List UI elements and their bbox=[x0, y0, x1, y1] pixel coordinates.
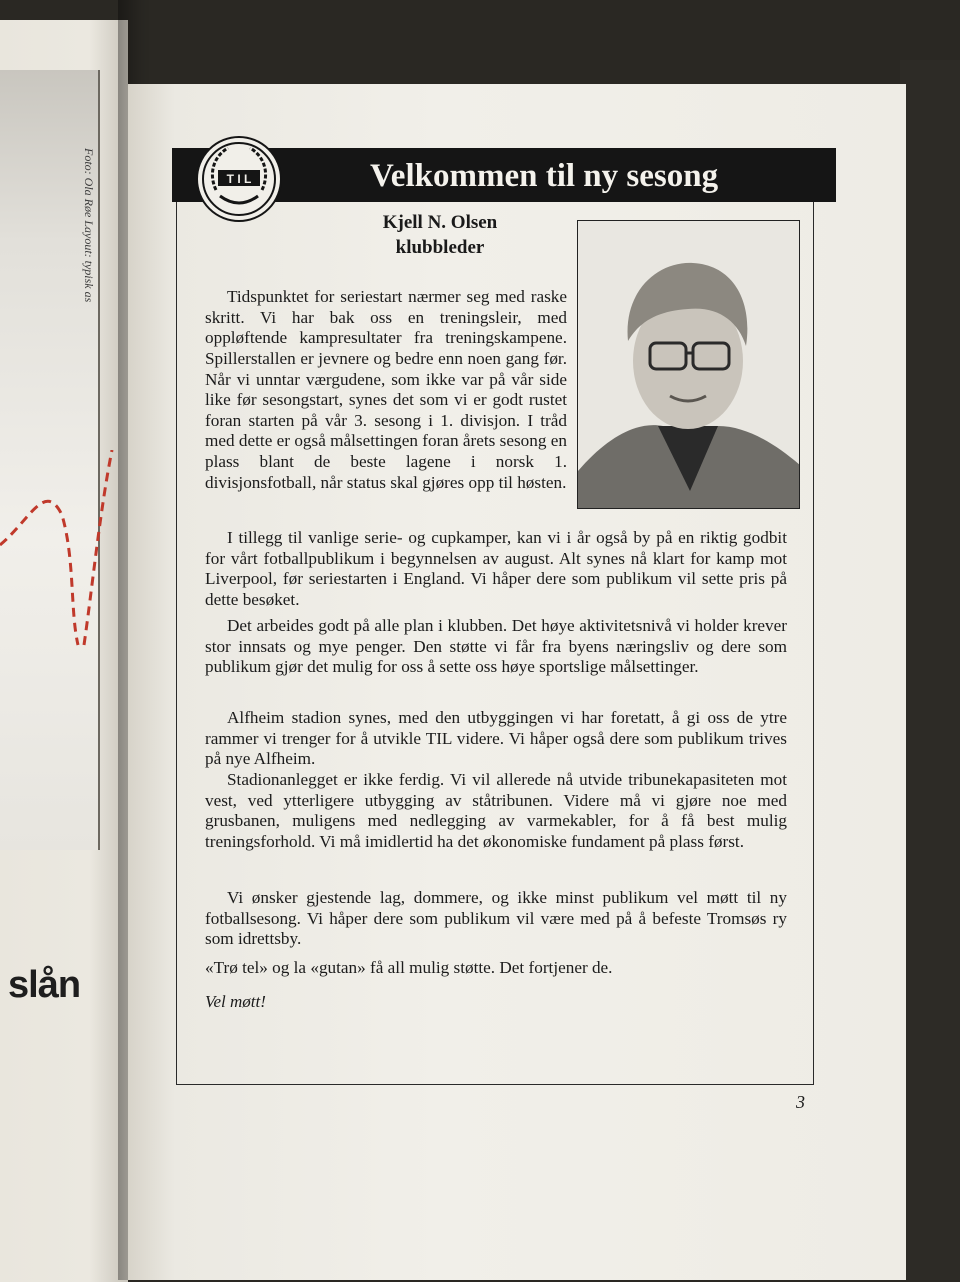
article-title: Velkommen til ny sesong bbox=[370, 158, 719, 194]
left-page bbox=[0, 20, 128, 1282]
paragraph-5: Stadionanlegget er ikke ferdig. Vi vil allerede nå utvide tribunekapasiteten mot vest, ved ytterligere utbygging av ståtribunen. Videre må vi gjøre noe med grusbanen, muligens med nedlegging av varmekabler, for å få best mulig treningsforhold. Vi må imidlertid ha det økonomiske fundament på plass først. bbox=[205, 770, 787, 851]
photo-credit: Foto: Ola Røe Layout: typisk as bbox=[82, 148, 96, 303]
author-role: klubbleder bbox=[395, 237, 485, 258]
paragraph-3: Det arbeides godt på alle plan i klubben. Det høye aktivitetsnivå vi holder krever stor innsats og mye penger. Den støtte vi får fra byens næringsliv og dere som publikum gjør det mulig for oss å sette oss høye sportslige målsettinger. bbox=[205, 616, 787, 677]
author-name: Kjell N. Olsen bbox=[382, 212, 498, 233]
page-edge-background bbox=[900, 60, 960, 1280]
signoff: Vel møtt! bbox=[205, 992, 266, 1011]
paragraph-6: Vi ønsker gjestende lag, dommere, og ikke minst publikum vel møtt til ny fotballsesong. Vi håper dere som publikum vil være med på å befeste Tromsøs ry som idrettsby. bbox=[205, 888, 787, 949]
paragraph-1: Tidspunktet for seriestart nærmer seg med raske skritt. Vi har bak oss en treningsleir, med oppløftende kampresultater fra treningskampene. Spillerstallen er jevnere og bedre enn noen gang før. Når vi unntar værgudene, som ikke var på vår side like før sesongstart, synes det som vi er godt rustet foran starten på vår 3. sesong i 1. divisjon. I tråd med dette er også målsettingen foran årets sesong en plass blant de beste lagene i norsk 1. divisjonsfotball, når status skal gjøres opp til høsten. bbox=[205, 287, 567, 492]
club-logo bbox=[196, 136, 282, 222]
author-portrait-photo bbox=[577, 220, 800, 509]
paragraph-2: I tillegg til vanlige serie- og cupkamper, kan vi i år også by på en riktig godbit for vårt fotballpublikum i begynnelsen av august. Alt synes nå klart for kamp mot Liverpool, før seriestarten i England. Vi håper dere som publikum vil sette pris på dette besøket. bbox=[205, 528, 787, 609]
page-number: 3 bbox=[796, 1092, 805, 1112]
logo-text: T I L bbox=[226, 172, 252, 186]
author-block bbox=[340, 210, 540, 260]
paragraph-4: Alfheim stadion synes, med den utbyggingen vi har foretatt, å gi oss de ytre rammer vi trenger for å utvikle TIL videre. Vi håper også dere som publikum trives på nye Alfheim. bbox=[205, 708, 787, 769]
closing-line: «Trø tel» og la «gutan» få all mulig støtte. Det fortjener de. bbox=[205, 958, 613, 977]
dashed-curve-graphic bbox=[0, 450, 120, 650]
left-page-fragment-text: slån bbox=[8, 964, 81, 1006]
